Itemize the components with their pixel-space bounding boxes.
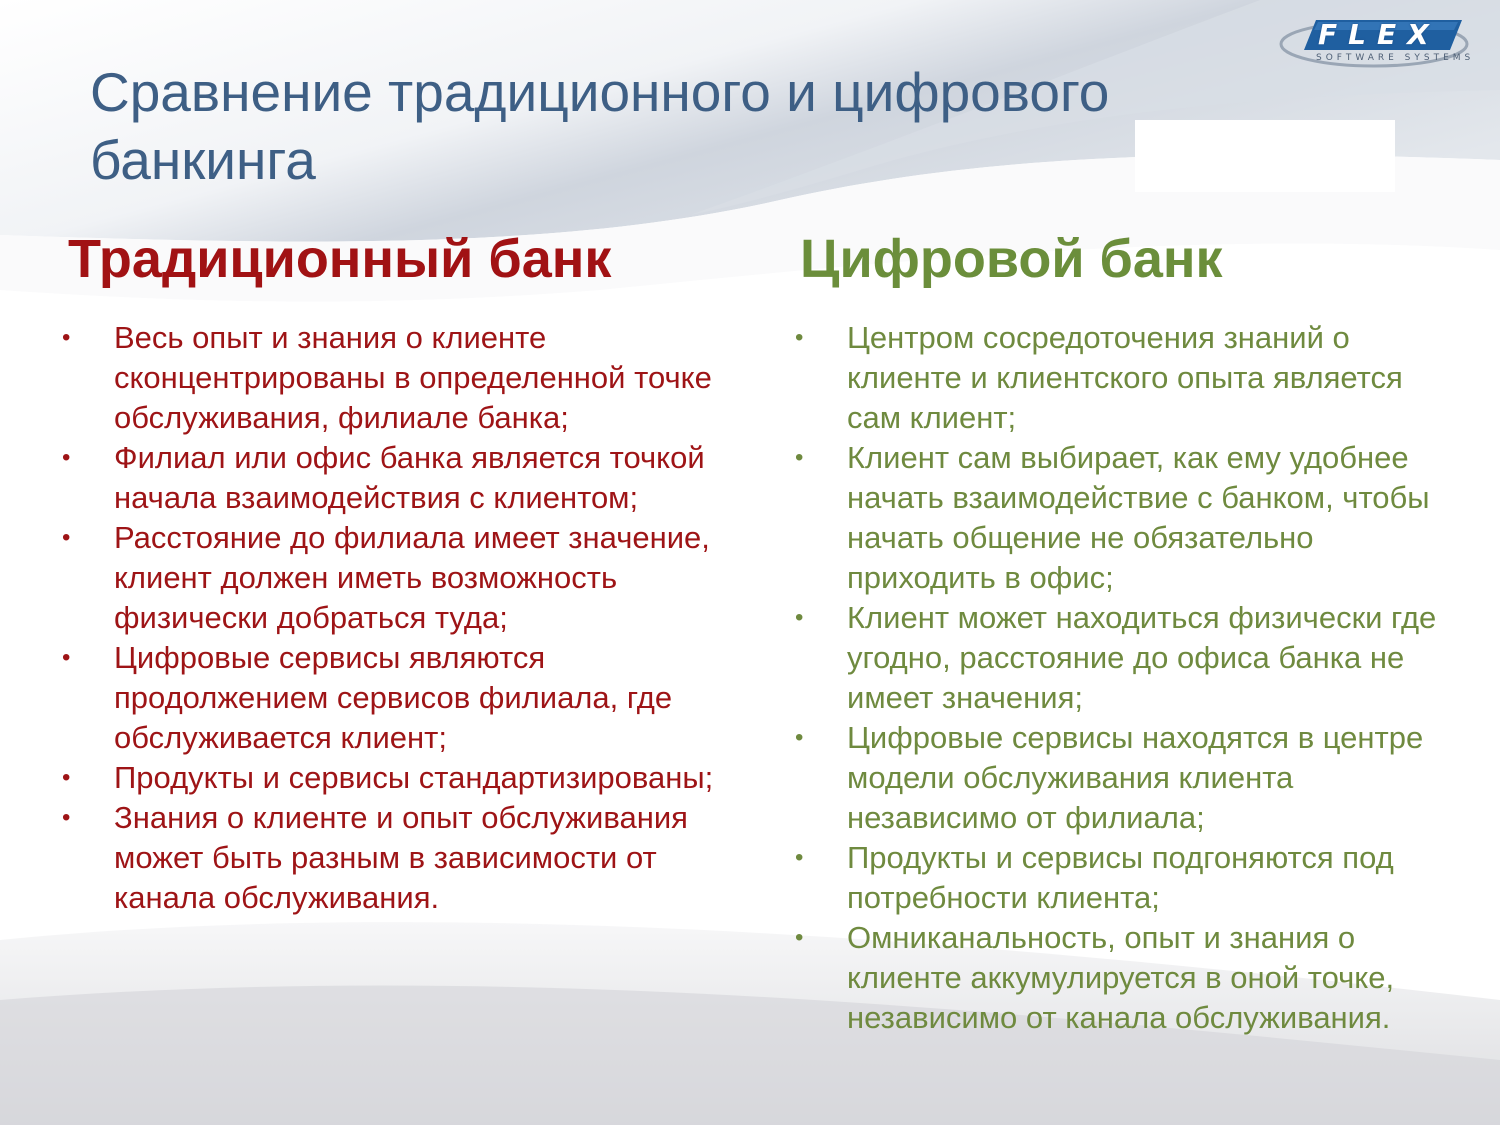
list-item-text: Центром сосредоточения знаний о клиенте и клиентского опыта является сам клиент; (847, 320, 1403, 435)
bullet-icon: • (795, 724, 804, 751)
list-item (795, 918, 1455, 1038)
bullet-icon: • (795, 604, 804, 631)
list-item-text: Расстояние до филиала имеет значение, клиент должен иметь возможность физически добраться туда; (114, 520, 710, 635)
list-item (62, 318, 722, 438)
bullet-icon: • (62, 644, 71, 671)
list-item (62, 438, 722, 518)
bullet-icon: • (62, 324, 71, 351)
bullet-icon: • (795, 844, 804, 871)
list-item-text: Филиал или офис банка является точкой начала взаимодействия с клиентом; (114, 440, 705, 515)
list-item (795, 598, 1455, 718)
list-item-text: Цифровые сервисы являются продолжением сервисов филиала, где обслуживается клиент; (114, 640, 673, 755)
digital-bank-heading: Цифровой банк (800, 229, 1223, 289)
traditional-bank-list (62, 318, 722, 918)
list-item (795, 718, 1455, 838)
list-item-text: Омниканальность, опыт и знания о клиенте аккумулируется в оной точке, независимо от канала обслуживания. (847, 920, 1395, 1035)
list-item (795, 318, 1455, 438)
slide-title: Сравнение традиционного и цифрового банкинга (90, 61, 1110, 191)
list-item (62, 638, 722, 758)
bullet-icon: • (62, 524, 71, 551)
list-item (62, 758, 722, 798)
logo-tagline: SOFTWARE SYSTEMS (1316, 53, 1475, 63)
list-item-text: Клиент сам выбирает, как ему удобнее начать взаимодействие с банком, чтобы начать общение не обязательно приходить в офис; (847, 440, 1430, 595)
list-item (62, 518, 722, 638)
bullet-icon: • (62, 444, 71, 471)
list-item-text: Продукты и сервисы подгоняются под потребности клиента; (847, 840, 1394, 915)
list-item-text: Весь опыт и знания о клиенте сконцентрированы в определенной точке обслуживания, филиале банка; (114, 320, 712, 435)
traditional-bank-heading: Традиционный банк (68, 229, 612, 289)
list-item-text: Клиент может находиться физически где угодно, расстояние до офиса банка не имеет значения; (847, 600, 1437, 715)
logo-brand-text: FLEX (1318, 18, 1440, 51)
bullet-icon: • (795, 324, 804, 351)
list-item-text: Продукты и сервисы стандартизированы; (114, 760, 714, 795)
bullet-icon: • (795, 444, 804, 471)
list-item (795, 438, 1455, 598)
digital-bank-list (795, 318, 1455, 1038)
flex-logo (1278, 16, 1475, 72)
bullet-icon: • (62, 804, 71, 831)
list-item-text: Знания о клиенте и опыт обслуживания может быть разным в зависимости от канала обслуживания. (114, 800, 688, 915)
bullet-icon: • (62, 764, 71, 791)
list-item (795, 838, 1455, 918)
bullet-icon: • (795, 924, 804, 951)
list-item (62, 798, 722, 918)
list-item-text: Цифровые сервисы находятся в центре модели обслуживания клиента независимо от филиала; (847, 720, 1424, 835)
